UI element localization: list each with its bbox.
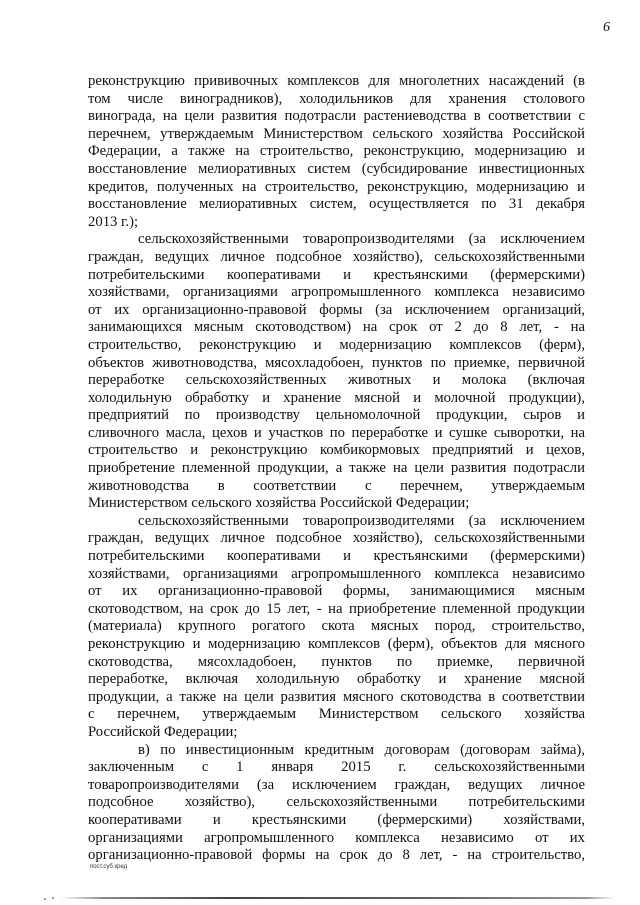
text-line: восстановление мелиоративных систем, осуществляется по 31 декабря bbox=[88, 196, 585, 213]
text-line: занимающихся мясным скотоводством) на срок от 2 до 8 лет, - на bbox=[88, 319, 585, 336]
paragraph-2 bbox=[88, 231, 585, 513]
text-line: организациями агропромышленного комплекса независимо от их bbox=[88, 829, 585, 846]
document-body bbox=[88, 73, 585, 865]
text-line: переработке сельскохозяйственных животных и молока (включая bbox=[88, 372, 585, 389]
text-line: холодильную обработку и хранение мясной и молочной продукции), bbox=[88, 389, 585, 406]
text-line: организационно-правовой формы на срок до 8 лет, - на строительство, bbox=[88, 847, 585, 864]
text-line: подсобное хозяйство), сельскохозяйственными потребительскими bbox=[88, 794, 585, 811]
text-line: реконструкцию прививочных комплексов для многолетних насаждений (в bbox=[88, 73, 585, 89]
text-line: от их организационно-правовой формы, занимающимися мясным bbox=[88, 583, 585, 600]
text-line: Министерством сельского хозяйства Российской Федерации; bbox=[88, 495, 470, 512]
text-line: 2013 г.); bbox=[88, 213, 139, 230]
scan-artifact-dot bbox=[44, 898, 46, 900]
text-line: том числе виноградников), холодильников для хранения столового bbox=[88, 90, 585, 107]
text-line: объектов животноводства, мясохладобоен, пунктов по приемке, первичной bbox=[88, 354, 585, 371]
text-line: (материала) крупного рогатого скота мясных пород, строительство, bbox=[88, 618, 585, 635]
text-line: строительство, реконструкцию и модернизацию комплексов (ферм), bbox=[88, 336, 585, 353]
text-line: от их организационно-правовой формы (за исключением организаций, bbox=[88, 301, 585, 318]
paragraph-1 bbox=[88, 73, 585, 231]
text-line: скотоводством, на срок до 15 лет, - на приобретение племенной продукции bbox=[88, 600, 585, 617]
paragraph-3 bbox=[88, 513, 585, 742]
text-line: хозяйствами, организациями агропромышленного комплекса независимо bbox=[88, 565, 585, 582]
paragraph-4 bbox=[88, 742, 585, 865]
scan-artifact-dot bbox=[52, 897, 54, 899]
text-line: потребительскими кооперативами и крестьянскими (фермерскими) bbox=[88, 548, 585, 565]
text-line: строительство и реконструкцию комбикормовых предприятий и цехов, bbox=[88, 442, 585, 459]
text-line: граждан, ведущих личное подсобное хозяйство), сельскохозяйственными bbox=[88, 248, 585, 265]
text-line: заключенным с 1 января 2015 г. сельскохозяйственными bbox=[88, 759, 585, 776]
footer-file-code: пост.суб.кред bbox=[90, 864, 128, 870]
text-line: приобретение племенной продукции, а также на цели развития подотрасли bbox=[88, 460, 585, 477]
text-line: продукции, а также на цели развития мясного скотоводства в соответствии bbox=[88, 688, 585, 705]
text-line: скотоводства, мясохладобоен, пунктов по приемке, первичной bbox=[88, 653, 585, 670]
text-line: хозяйствами, организациями агропромышленного комплекса независимо bbox=[88, 284, 585, 301]
text-line: винограда, на цели развития подотрасли растениеводства в соответствии с bbox=[88, 108, 585, 125]
scan-artifact-line bbox=[60, 897, 615, 899]
text-line: сельскохозяйственными товаропроизводителями (за исключением bbox=[138, 231, 585, 248]
text-line: потребительскими кооперативами и крестьянскими (фермерскими) bbox=[88, 266, 585, 283]
text-line: граждан, ведущих личное подсобное хозяйство), сельскохозяйственными bbox=[88, 530, 585, 547]
text-line: предприятий по производству цельномолочной продукции, сыров и bbox=[88, 407, 585, 424]
page-number: 6 bbox=[603, 20, 610, 35]
text-line: в) по инвестиционным кредитным договорам (договорам займа), bbox=[138, 741, 585, 758]
text-line: животноводства в соответствии с перечнем, утверждаемым bbox=[88, 477, 585, 494]
text-line: сливочного масла, цехов и участков по переработке и сушке сыворотки, на bbox=[88, 424, 585, 441]
text-line: сельскохозяйственными товаропроизводителями (за исключением bbox=[138, 512, 585, 529]
text-line: кооперативами и крестьянскими (фермерскими) хозяйствами, bbox=[88, 811, 585, 828]
text-line: переработке, включая холодильную обработку и хранение мясной bbox=[88, 671, 585, 688]
text-line: реконструкцию и модернизацию комплексов (ферм), объектов для мясного bbox=[88, 636, 585, 652]
text-line: Федерации, а также на строительство, реконструкцию, модернизацию и bbox=[88, 143, 585, 160]
text-line: кредитов, полученных на строительство, реконструкцию, модернизацию и bbox=[88, 178, 585, 195]
text-line: перечнем, утверждаемым Министерством сельского хозяйства Российской bbox=[88, 125, 585, 142]
text-line: восстановление мелиоративных систем (субсидирование инвестиционных bbox=[88, 160, 585, 177]
text-line: Российской Федерации; bbox=[88, 723, 238, 740]
text-line: товаропроизводителями (за исключением граждан, ведущих личное bbox=[88, 776, 585, 793]
text-line: с перечнем, утверждаемым Министерством сельского хозяйства bbox=[88, 706, 585, 723]
